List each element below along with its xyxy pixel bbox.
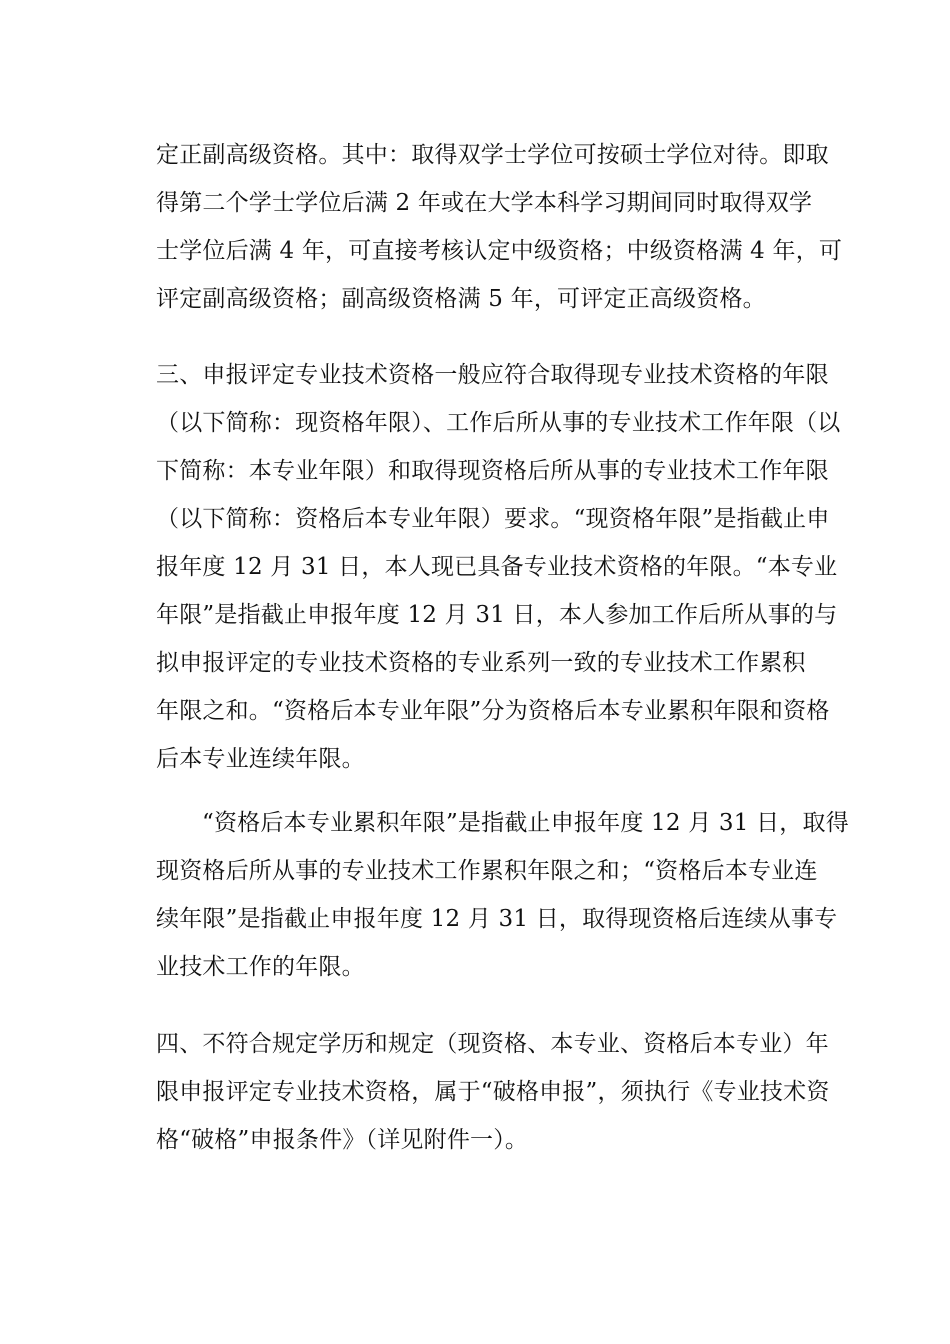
paragraph-line: 续年限”是指截止申报年度 12 月 31 日，取得现资格后连续从事专 — [156, 906, 838, 932]
paragraph-line: 格“破格”申报条件》（详见附件一）。 — [156, 1127, 529, 1153]
paragraph-line: 年限”是指截止申报年度 12 月 31 日，本人参加工作后所从事的与 — [156, 602, 838, 628]
paragraph-line: 现资格后所从事的专业技术工作累积年限之和；“资格后本专业连 — [156, 858, 818, 884]
paragraph-section-four — [156, 1020, 830, 1164]
paragraph-qualification-years — [156, 131, 843, 323]
paragraph-line: 年限之和。“资格后本专业年限”分为资格后本专业累积年限和资格 — [156, 698, 830, 724]
paragraph-section-three — [156, 351, 841, 783]
paragraph-line: “资格后本专业累积年限”是指截止申报年度 12 月 31 日，取得 — [202, 810, 849, 836]
paragraph-line: （以下简称：资格后本专业年限）要求。“现资格年限”是指截止申 — [156, 506, 830, 532]
paragraph-line: 士学位后满 4 年，可直接考核认定中级资格；中级资格满 4 年，可 — [156, 238, 843, 264]
paragraph-line: 评定副高级资格；副高级资格满 5 年，可评定正高级资格。 — [156, 286, 766, 312]
paragraph-line: 得第二个学士学位后满 2 年或在大学本科学习期间同时取得双学 — [156, 190, 813, 216]
paragraph-line: 下简称：本专业年限）和取得现资格后所从事的专业技术工作年限 — [156, 458, 829, 484]
paragraph-line: 四、不符合规定学历和规定（现资格、本专业、资格后本专业）年 — [156, 1031, 829, 1057]
paragraph-line: 业技术工作的年限。 — [156, 954, 365, 980]
paragraph-line: 报年度 12 月 31 日，本人现已具备专业技术资格的年限。“本专业 — [156, 554, 838, 580]
paragraph-line: 三、申报评定专业技术资格一般应符合取得现专业技术资格的年限 — [156, 362, 829, 388]
paragraph-line: 定正副高级资格。其中：取得双学士学位可按硕士学位对待。即取 — [156, 142, 829, 168]
paragraph-line: 后本专业连续年限。 — [156, 746, 365, 772]
paragraph-line: （以下简称：现资格年限）、工作后所从事的专业技术工作年限（以 — [156, 410, 841, 436]
paragraph-line: 限申报评定专业技术资格，属于“破格申报”，须执行《专业技术资 — [156, 1079, 830, 1105]
paragraph-line: 拟申报评定的专业技术资格的专业系列一致的专业技术工作累积 — [156, 650, 806, 676]
paragraph-cumulative-years — [156, 799, 849, 991]
